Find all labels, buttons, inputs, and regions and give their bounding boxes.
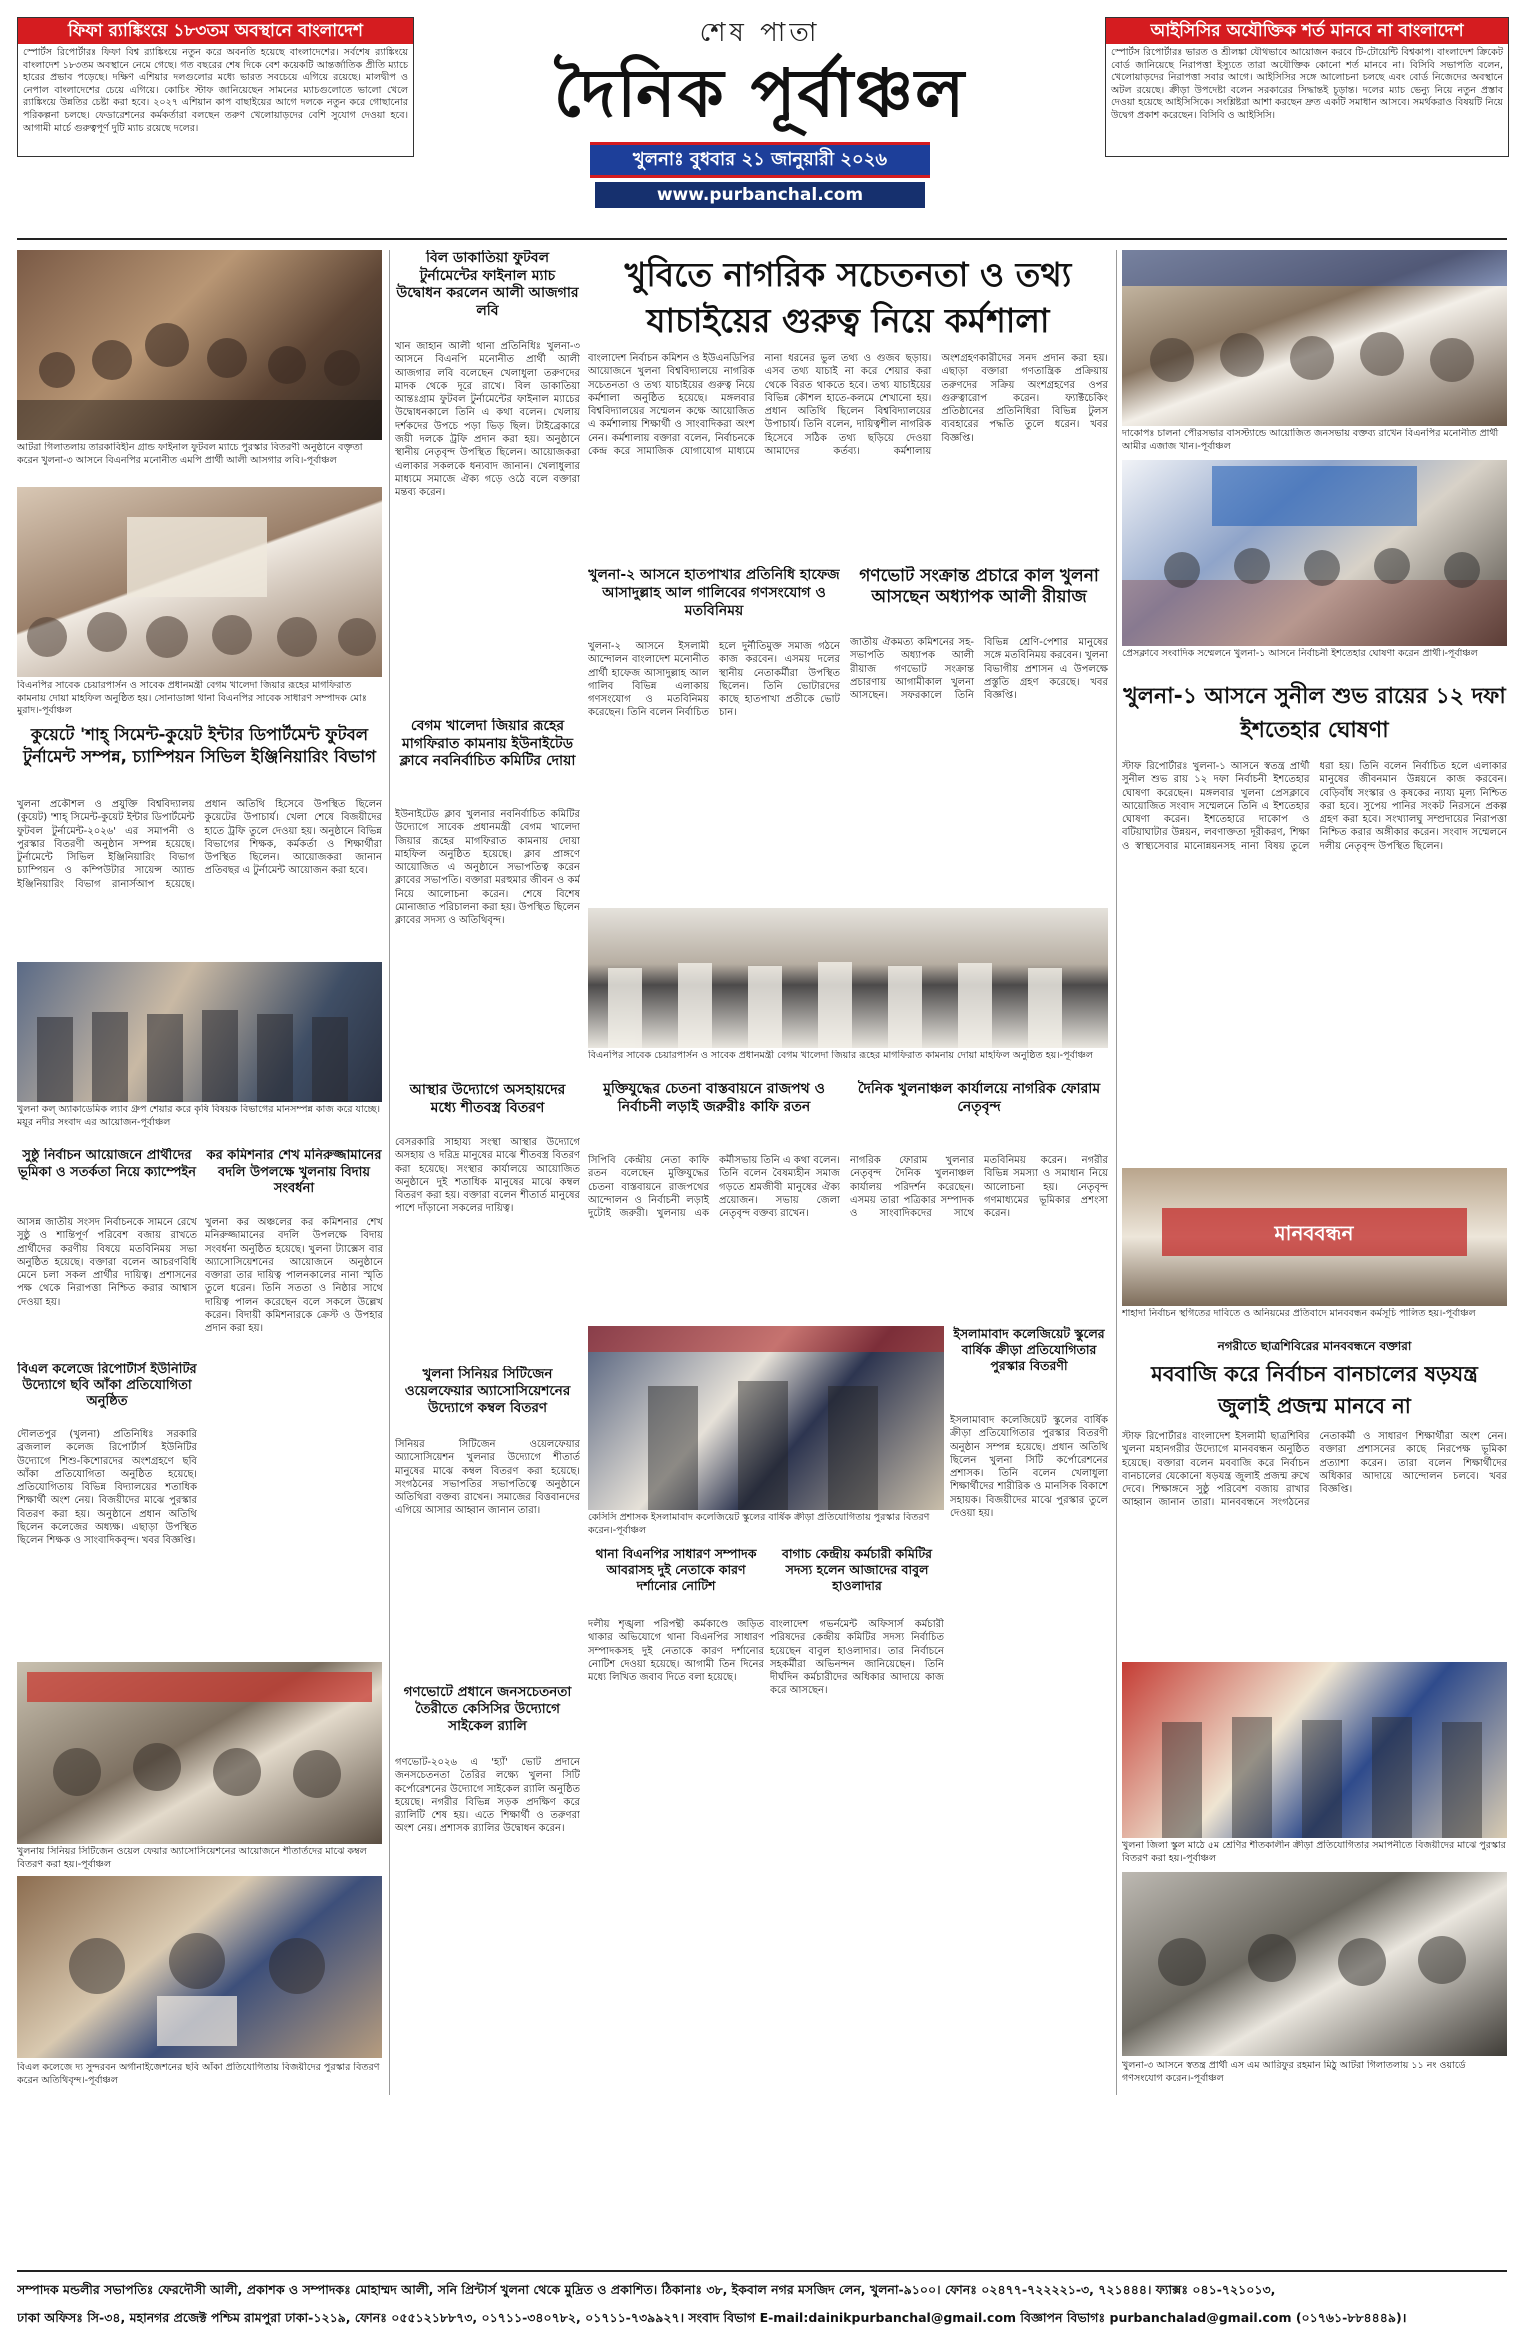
headline-mobbaji: মববাজি করে নির্বাচন বানচালের ষড়যন্ত্র জুলাই প্রজন্ম মানবে না xyxy=(1151,1362,1478,1418)
body-kcc-cycle-rally: গণভোট-২০২৬ এ 'হ্যাঁ' ভোট প্রদানে জনসচেতনতা তৈরির লক্ষ্যে খুলনা সিটি কর্পোরেশনের উদ্যোগে সাইকেল র‍্যালি অনুষ্ঠিত হয়েছে। নগরীর বিভিন্ন সড়ক প্রদক্ষিণ করে র‍্যালিটি শেষ হয়। এতে শিক্ষার্থী ও তরুণরা অংশ নেয়। প্রশাসক র‍্যালির উদ্বোধন করেন। xyxy=(395,1757,580,1835)
body-ali-riaz: জাতীয় ঐকমত্য কমিশনের সহ-সভাপতি অধ্যাপক আলী রীয়াজ গণভোট সংক্রান্ত প্রচারণায় আগামীকাল খুলনা আসছেন। সফরকালে তিনি বিভিন্ন শ্রেণি-পেশার মানুষের সঙ্গে মতবিনিময় করবেন। খুলনা বিভাগীয় প্রশাসন এ উপলক্ষে প্রস্তুতি গ্রহণ করেছে। খবর বিজ্ঞপ্তি। xyxy=(850,637,1108,702)
photo-football-final xyxy=(17,250,382,440)
top-left-headline: ফিফা র‍্যাঙ্কিংয়ে ১৮৩তম অবস্থানে বাংলাদেশ xyxy=(18,18,413,44)
photo-stage-illustration xyxy=(1122,250,1507,426)
caption-center-1: বিএনপির সাবেক চেয়ারপার্সন ও সাবেক প্রধানমন্ত্রী বেগম খালেদা জিয়ার রূহের মাগফিরাত কামনায় দোয়া মাহফিল অনুষ্ঠিত হয়।-পূর্বাঞ্চল xyxy=(588,1050,1093,1061)
body-election-fair: আসন্ন জাতীয় সংসদ নির্বাচনকে সামনে রেখে সুষ্ঠু ও শান্তিপূর্ণ পরিবেশ বজায় রাখতে প্রার্থীদের করণীয় বিষয়ে মতবিনিময় সভা অনুষ্ঠিত হয়েছে। বক্তারা বলেন আচরণবিধি মেনে চলা সকল প্রার্থীর দায়িত্ব। প্রশাসনের পক্ষ থেকে নিরাপত্তা নিশ্চিত করার আশ্বাস দেওয়া হয়। xyxy=(17,1217,197,1308)
lead-body: বাংলাদেশ নির্বাচন কমিশন ও ইউএনডিপির আয়োজনে খুলনা বিশ্ববিদ্যালয়ে নাগরিক সচেতনতা ও তথ্য যাচাইয়ের গুরুত্ব নিয়ে কর্মশালা অনুষ্ঠিত হয়েছে। মঙ্গলবার বিশ্ববিদ্যালয়ের সম্মেলন কক্ষে আয়োজিত এ কর্মশালায় শিক্ষার্থী ও সাংবাদিকরা অংশ নেন। কর্মশালায় বক্তারা বলেন, নির্বাচনকে কেন্দ্র করে সামাজিক যোগাযোগ মাধ্যমে নানা ধরনের ভুল তথ্য ও গুজব ছড়ায়। এসব তথ্য যাচাই না করে শেয়ার করা থেকে বিরত থাকতে হবে। তথ্য যাচাইয়ের বিভিন্ন কৌশল হাতে-কলমে শেখানো হয়। প্রধান অতিথি ছিলেন বিশ্ববিদ্যালয়ের উপাচার্য। তিনি বলেন, দায়িত্বশীল নাগরিক হিসেবে সঠিক তথ্য ছড়িয়ে দেওয়া আমাদের কর্তব্য। কর্মশালায় অংশগ্রহণকারীদের সনদ প্রদান করা হয়। এছাড়া বক্তারা গণতান্ত্রিক প্রক্রিয়ায় তরুণদের সক্রিয় অংশগ্রহণের ওপর গুরুত্বারোপ করেন। ফ্যাক্টচেকিং প্রতিষ্ঠানের প্রতিনিধিরা বিভিন্ন টুলস ব্যবহারের পদ্ধতি তুলে ধরেন। খবর বিজ্ঞপ্তি। xyxy=(588,353,1108,458)
headline-tax-commissioner: কর কমিশনার শেখ মনিরুজ্জামানের বদলি উপলক্ষে খুলনায় বিদায় সংবর্ধনা xyxy=(206,1148,382,1196)
headline-hatpakha: খুলনা-২ আসনে হাতপাখার প্রতিনিধি হাফেজ আসাদুল্লাহ আল গালিবের গণসংযোগ ও মতবিনিময় xyxy=(588,567,840,619)
caption-col5-4: খুলনা জিলা স্কুল মাঠে ৫ম শ্রেণির শীতকালীন ক্রীড়া প্রতিযোগিতার সমাপনীতে বিজয়ীদের মাঝে পুরস্কার বিতরণ করা হয়।-পূর্বাঞ্চল xyxy=(1122,1840,1506,1864)
photo-group-illustration xyxy=(17,962,382,1102)
caption-col1-3: খুলনা কল্ অ্যাকাডেমিক ল্যাব গ্রুপ শেয়ার করে কৃষি বিষয়ক বিভাগের মানসম্পন্ন কাজ করে যাচ্ছে। ময়ূর নদীর সংবাদ এর আয়োজন-পূর্বাঞ্চল xyxy=(17,1104,380,1128)
photo-school-sports xyxy=(588,1326,944,1510)
headline-kuet-football: কুয়েটে 'শাহ্ সিমেন্ট-কুয়েট ইন্টার ডিপার্টমেন্ট ফুটবল টুর্নামেন্ট সম্পন্ন, চ্যাম্পিয়ন সিভিল ইঞ্জিনিয়ারিং বিভাগ xyxy=(23,725,376,766)
photo-center-doa xyxy=(588,908,1108,1048)
photo-art-competition xyxy=(17,1876,382,2058)
photo-press-conference xyxy=(1122,460,1507,646)
body-hatpakha: খুলনা-২ আসনে ইসলামী আন্দোলন বাংলাদেশ মনোনীত প্রার্থী হাফেজ আসাদুল্লাহ আল গালিব বিভিন্ন এলাকায় গণসংযোগ ও মতবিনিময় করেছেন। তিনি বলেন নির্বাচিত হলে দুর্নীতিমুক্ত সমাজ গঠনে কাজ করবেন। এসময় দলের স্থানীয় নেতাকর্মীরা উপস্থিত ছিলেন। তিনি ভোটারদের কাছে হাতপাখা প্রতীকে ভোট চান। xyxy=(588,641,840,719)
body-bil-dakatia: খান জাহান আলী থানা প্রতিনিধিঃ খুলনা-৩ আসনে বিএনপি মনোনীত প্রার্থী আলী আজগার লবি বলেছেন খেলাধুলা তরুণদের মাদক থেকে দূরে রাখে। বিল ডাকাতিয়া আন্তঃগ্রাম ফুটবল টুর্নামেন্টের ফাইনাল ম্যাচের উদ্বোধনকালে তিনি এ কথা বলেন। খেলায় দর্শকদের উপচে পড়া ভিড় ছিল। টাইব্রেকারে জয়ী দলকে ট্রফি প্রদান করা হয়। অনুষ্ঠানে স্থানীয় নেতৃবৃন্দ উপস্থিত ছিলেন। আয়োজকরা এলাকার সকলকে ধন্যবাদ জানান। খেলাধুলার মাধ্যমে সমাজে ঐক্য গড়ে ওঠে বলে বক্তারা মন্তব্য করেন। xyxy=(395,341,580,499)
photo-blanket-illustration xyxy=(17,1662,382,1844)
photo-students-illustration xyxy=(17,1876,382,2058)
caption-col1-2: বিএনপির সাবেক চেয়ারপার্সন ও সাবেক প্রধানমন্ত্রী বেগম খালেদা জিয়ার রূহের মাগফিরাত কামনায় দোয়া মাহফিল অনুষ্ঠিত হয়। সোনাডাঙ্গা থানা বিএনপির সাবেক সাধারণ সম্পাদক মোঃ মুরাদ।-পূর্বাঞ্চল xyxy=(17,680,367,716)
photo-banner-illustration xyxy=(1122,1168,1507,1306)
body-sunil-shubho: স্টাফ রিপোর্টারঃ খুলনা-১ আসনে স্বতন্ত্র প্রার্থী সুনীল শুভ রায় ১২ দফা নির্বাচনী ইশতেহার ঘোষণা করেছেন। মঙ্গলবার খুলনা প্রেসক্লাবে আয়োজিত সংবাদ সম্মেলনে তিনি এ ইশতেহার ঘোষণা করেন। ইশতেহারে দাকোপ ও বটিয়াঘাটার উন্নয়ন, লবণাক্ততা দূরীকরণ, শিক্ষা ও স্বাস্থ্যসেবার মানোন্নয়নসহ নানা বিষয় তুলে ধরা হয়। তিনি বলেন নির্বাচিত হলে এলাকার মানুষের জীবনমান উন্নয়নে কাজ করবেন। বেড়িবাঁধ সংস্কার ও কৃষকের ন্যায্য মূল্য নিশ্চিত করা হবে। সুপেয় পানির সংকট নিরসনে প্রকল্প গ্রহণ করা হবে। সংখ্যালঘু সম্প্রদায়ের নিরাপত্তা নিশ্চিত করার অঙ্গীকার করেন। সংবাদ সম্মেলনে দলীয় নেতৃবৃন্দ উপস্থিত ছিলেন। xyxy=(1122,761,1507,852)
body-mobbaji: স্টাফ রিপোর্টারঃ বাংলাদেশ ইসলামী ছাত্রশিবির খুলনা মহানগরীর উদ্যোগে মানববন্ধন অনুষ্ঠিত হয়েছে। বক্তারা বলেন মববাজি করে নির্বাচন বানচালের যেকোনো ষড়যন্ত্র জুলাই প্রজন্ম রুখে দেবে। শিক্ষাঙ্গনে সুষ্ঠু পরিবেশ বজায় রাখার আহ্বান জানান তারা। মানববন্ধনে সংগঠনের নেতাকর্মী ও সাধারণ শিক্ষার্থীরা অংশ নেন। বক্তারা প্রশাসনের কাছে নিরপেক্ষ ভূমিকা প্রত্যাশা করেন। তারা বলেন শিক্ষার্থীদের অধিকার আদায়ে আন্দোলন চলবে। খবর বিজ্ঞপ্তি। xyxy=(1122,1431,1507,1509)
body-kafi-ratan: সিপিবি কেন্দ্রীয় নেতা কাফি রতন বলেছেন মুক্তিযুদ্ধের চেতনা বাস্তবায়নে রাজপথের আন্দোলন ও নির্বাচনী লড়াই দুটোই জরুরী। খুলনায় এক কর্মীসভায় তিনি এ কথা বলেন। তিনি বলেন বৈষম্যহীন সমাজ গড়তে শ্রমজীবী মানুষের ঐক্য প্রয়োজন। সভায় জেলা নেতৃবৃন্দ বক্তব্য রাখেন। xyxy=(588,1155,840,1220)
section-title: শেষ পাতা xyxy=(699,18,821,48)
body-thana-bnp: দলীয় শৃঙ্খলা পরিপন্থী কর্মকাণ্ডে জড়িত থাকার অভিযোগে থানা বিএনপির সাধারণ সম্পাদকসহ দুই নেতাকে কারণ দর্শানোর নোটিশ দেওয়া হয়েছে। আগামী তিন দিনের মধ্যে লিখিত জবাব দিতে বলা হয়েছে। xyxy=(588,1619,764,1684)
photo-zilla-school-sports xyxy=(1122,1662,1507,1838)
masthead xyxy=(425,12,1095,232)
column-divider xyxy=(1116,250,1117,2095)
dateline: খুলনাঃ বুধবার ২১ জানুয়ারী ২০২৬ xyxy=(590,142,930,178)
photo-prayer-illustration xyxy=(588,908,1108,1048)
caption-col5-2: প্রেসক্লাবে সংবাদিক সম্মেলনে খুলনা-১ আসনে নির্বাচনী ইশতেহার ঘোষণা করেন প্রার্থী।-পূর্বাঞ্চল xyxy=(1122,648,1478,659)
body-tax-commissioner: খুলনা কর অঞ্চলের কর কমিশনার শেখ মনিরুজ্জামানের বদলি উপলক্ষে বিদায় সংবর্ধনা অনুষ্ঠিত হয়েছে। খুলনা ট্যাক্সেস বার অ্যাসোসিয়েশনের আয়োজনে অনুষ্ঠানে বক্তারা তার দায়িত্ব পালনকালের নানা স্মৃতি তুলে ধরেন। তিনি সততা ও নিষ্ঠার সাথে দায়িত্ব পালন করেছেন বলে সকলে উল্লেখ করেন। বিদায়ী কমিশনারকে ক্রেস্ট ও উপহার প্রদান করা হয়। xyxy=(205,1217,383,1335)
photo-press-illustration xyxy=(1122,460,1507,646)
photo-crowd-illustration xyxy=(17,250,382,440)
lead-headline: খুবিতে নাগরিক সচেতনতা ও তথ্য যাচাইয়ের গুরুত্ব নিয়ে কর্মশালা xyxy=(624,255,1072,340)
top-left-news xyxy=(17,17,414,157)
headline-united-club: বেগম খালেদা জিয়ার রূহের মাগফিরাত কামনায় ইউনাইটেড ক্লাবে নবনির্বাচিত কমিটির দোয়া xyxy=(399,718,576,769)
kicker-shibir: নগরীতে ছাত্রশিবিরের মানববন্ধনে বক্তারা xyxy=(1217,1339,1412,1353)
body-bl-college: দৌলতপুর (খুলনা) প্রতিনিধিঃ সরকারি ব্রজলাল কলেজ রিপোর্টার্স ইউনিটির উদ্যোগে শিশু-কিশোরদের অংশগ্রহণে ছবি আঁকা প্রতিযোগিতা অনুষ্ঠিত হয়েছে। প্রতিযোগিতায় বিভিন্ন বিদ্যালয়ের শতাধিক শিক্ষার্থী অংশ নেয়। বিজয়ীদের মাঝে পুরস্কার বিতরণ করা হয়। অনুষ্ঠানে প্রধান অতিথি ছিলেন কলেজের অধ্যক্ষ। এছাড়া উপস্থিত ছিলেন শিক্ষক ও সাংবাদিকবৃন্দ। খবর বিজ্ঞপ্তি। xyxy=(17,1429,197,1547)
body-bagach: বাংলাদেশ গভর্নমেন্ট অফিসার্স কর্মচারী পরিষদের কেন্দ্রীয় কমিটির সদস্য নির্বাচিত হয়েছেন বাবুল হাওলাদার। তার নির্বাচনে সহকর্মীরা অভিনন্দন জানিয়েছেন। তিনি দীর্ঘদিন কর্মচারীদের অধিকার আদায়ে কাজ করে আসছেন। xyxy=(770,1619,944,1697)
top-left-body: স্পোর্টস রিপোর্টারঃ ফিফা বিশ্ব র‍্যাঙ্কিংয়ে নতুন করে অবনতি হয়েছে বাংলাদেশের। সর্বশেষ র‍্যাঙ্কিংয়ে বাংলাদেশ ১৮৩তম অবস্থানে নেমে গেছে। গত বছরের শেষ দিকে বেশ কয়েকটি আন্তর্জাতিক প্রীতি ম্যাচে হারের প্রভাব পড়েছে। দক্ষিণ এশিয়ার দলগুলোর মধ্যে ভারত সবচেয়ে এগিয়ে রয়েছে। মালদ্বীপ ও নেপাল বাংলাদেশের চেয়ে এগিয়ে। কোচিং স্টাফ জানিয়েছেন সামনের ম্যাচগুলোতে ভালো খেলে র‍্যাঙ্কিংয়ে উন্নতির চেষ্টা করা হবে। ২০২৭ এশিয়ান কাপ বাছাইয়ের আগে দলকে নতুন করে গোছানোর পরিকল্পনা চলছে। ফেডারেশনের কর্মকর্তারা বলছেন তরুণ খেলোয়াড়দের বেশি সুযোগ দেওয়া হবে। আগামী মার্চে গুরুত্বপূর্ণ দুটি ম্যাচ রয়েছে দলের। xyxy=(23,47,408,134)
photo-blanket-distribution xyxy=(17,1662,382,1844)
svg-text:মানববন্ধন: মানববন্ধন xyxy=(1274,1221,1354,1245)
photo-sports-illustration xyxy=(1122,1662,1507,1838)
caption-col1-5: বিএল কলেজে দ্য সুন্দরবন অর্গানাইজেশনের ছবি আঁকা প্রতিযোগিতায় বিজয়ীদের পুরস্কার বিতরণ করেন অতিথিবৃন্দ।-পূর্বাঞ্চল xyxy=(17,2062,380,2086)
photo-dakop-rally xyxy=(1122,250,1507,426)
headline-thana-bnp: থানা বিএনপির সাধারণ সম্পাদক আবরাসহ দুই নেতাকে কারণ দর্শানোর নোটিশ xyxy=(595,1546,757,1593)
body-islamabad-school: ইসলামাবাদ কলেজিয়েট স্কুলের বার্ষিক ক্রীড়া প্রতিযোগিতার পুরস্কার বিতরণী অনুষ্ঠান সম্পন্ন হয়েছে। প্রধান অতিথি ছিলেন খুলনা সিটি কর্পোরেশনের প্রশাসক। তিনি বলেন খেলাধুলা শিক্ষার্থীদের শারীরিক ও মানসিক বিকাশে সহায়ক। বিজয়ীদের মাঝে পুরস্কার তুলে দেওয়া হয়। xyxy=(950,1415,1108,1520)
body-united-club: ইউনাইটেড ক্লাব খুলনার নবনির্বাচিত কমিটির উদ্যোগে সাবেক প্রধানমন্ত্রী বেগম খালেদা জিয়ার রূহের মাগফিরাত কামনায় দোয়া মাহফিল অনুষ্ঠিত হয়েছে। ক্লাব প্রাঙ্গণে আয়োজিত এ অনুষ্ঠানে সভাপতিত্ব করেন ক্লাবের সভাপতি। বক্তারা মরহুমার জীবন ও কর্ম নিয়ে আলোচনা করেন। শেষে বিশেষ মোনাজাত পরিচালনা করা হয়। উপস্থিত ছিলেন ক্লাবের সদস্য ও অতিথিবৃন্দ। xyxy=(395,809,580,927)
column-divider xyxy=(389,250,390,2095)
caption-center-2: কেসিসি প্রশাসক ইসলামাবাদ কলেজিয়েট স্কুলের বার্ষিক ক্রীড়া প্রতিযোগিতায় পুরস্কার বিতরণ করেন।-পূর্বাঞ্চল xyxy=(588,1512,930,1536)
headline-bagach: বাগাচ কেন্দ্রীয় কর্মচারী কমিটির সদস্য হলেন আজাদের বাবুল হাওলাদার xyxy=(781,1546,933,1593)
top-right-headline: আইসিসির অযৌক্তিক শর্ত মানবে না বাংলাদেশ xyxy=(1106,18,1508,44)
photo-human-chain xyxy=(1122,1168,1507,1306)
headline-ali-riaz: গণভোট সংক্রান্ত প্রচারে কাল খুলনা আসছেন অধ্যাপক আলী রীয়াজ xyxy=(859,566,1099,607)
top-right-body: স্পোর্টস রিপোর্টারঃ ভারত ও শ্রীলঙ্কা যৌথভাবে আয়োজন করবে টি-টোয়েন্টি বিশ্বকাপ। বাংলাদেশ ক্রিকেট বোর্ড জানিয়েছে নিরাপত্তা ইস্যুতে তারা অযৌক্তিক কোনো শর্ত মানবে না। বিসিবি সভাপতি বলেন, খেলোয়াড়দের নিরাপত্তা সবার আগে। আইসিসির সঙ্গে আলোচনা চলছে এবং বোর্ড নিজেদের অবস্থানে অটল রয়েছে। ক্রীড়া উপদেষ্টা বলেন সরকারের সিদ্ধান্তই চূড়ান্ত। দলের ম্যাচ ভেন্যু নিয়ে নতুন প্রস্তাব দেওয়া হয়েছে আইসিসিকে। সংশ্লিষ্টরা আশা করছেন দ্রুত একটি সমাধান আসবে। সমর্থকরাও বিষয়টি নিয়ে উদ্বেগ প্রকাশ করেছেন। বিসিবি ও আইসিসি। xyxy=(1111,47,1503,121)
body-senior-citizen: সিনিয়র সিটিজেন ওয়েলফেয়ার অ্যাসোসিয়েশন খুলনার উদ্যোগে শীতার্ত মানুষের মাঝে কম্বল বিতরণ করা হয়েছে। সংগঠনের সভাপতির সভাপতিত্বে অনুষ্ঠানে অতিথিরা বক্তব্য রাখেন। সমাজের বিত্তবানদের এগিয়ে আসার আহ্বান জানান তারা। xyxy=(395,1439,580,1517)
footer-rule xyxy=(17,2270,1507,2272)
photo-meeting-illustration xyxy=(17,487,382,677)
imprint-line-2: ঢাকা অফিসঃ সি-৩৪, মহানগর প্রজেক্ট পশ্চিম রামপুরা ঢাকা-১২১৯, ফোনঃ ০৫৫১২১৮৮৭৩, ০১৭১১-৩৪০৭৮২, ০১৭১১-৭৩৯৯২৭। সংবাদ বিভাগ E-mail:dainikpurbanchal@gmail.com বিজ্ঞাপন বিভাগঃ purbanchalad@gmail.com (০১৭৬১-৮৮৪৪৪৯)। xyxy=(17,2310,1407,2325)
photo-prize-giving xyxy=(17,962,382,1102)
body-astha: বেসরকারি সাহায্য সংস্থা আস্থার উদ্যোগে অসহায় ও দরিদ্র মানুষের মাঝে শীতবস্ত্র বিতরণ করা হয়েছে। সংস্থার কার্যালয়ে আয়োজিত অনুষ্ঠানে দুই শতাধিক মানুষের মাঝে কম্বল বিতরণ করা হয়। বক্তারা বলেন শীতার্ত মানুষের পাশে দাঁড়ানো সকলের দায়িত্ব। xyxy=(395,1137,580,1215)
body-kuet-football: খুলনা প্রকৌশল ও প্রযুক্তি বিশ্ববিদ্যালয় (কুয়েট) 'শাহ্ সিমেন্ট-কুয়েট ইন্টার ডিপার্টমেন্ট ফুটবল টুর্নামেন্ট-২০২৬' এর সমাপনী ও পুরস্কার বিতরণী অনুষ্ঠান সম্পন্ন হয়েছে। টুর্নামেন্টে সিভিল ইঞ্জিনিয়ারিং বিভাগ চ্যাম্পিয়ন ও কম্পিউটার সায়েন্স অ্যান্ড ইঞ্জিনিয়ারিং বিভাগ রানার্সআপ হয়েছে। প্রধান অতিথি হিসেবে উপস্থিত ছিলেন কুয়েটের উপাচার্য। খেলা শেষে বিজয়ীদের হাতে ট্রফি তুলে দেওয়া হয়। অনুষ্ঠানে বিভিন্ন বিভাগের শিক্ষক, কর্মকর্তা ও শিক্ষার্থীরা উপস্থিত ছিলেন। আয়োজকরা জানান প্রতিবছর এ টুর্নামেন্ট আয়োজন করা হবে। xyxy=(17,799,382,890)
top-right-news xyxy=(1105,17,1509,157)
body-citizen-forum: নাগরিক ফোরাম খুলনার নেতৃবৃন্দ দৈনিক খুলনাঞ্চল কার্যালয় পরিদর্শন করেছেন। এসময় তারা পত্রিকার সম্পাদক ও সাংবাদিকদের সাথে মতবিনিময় করেন। নগরীর বিভিন্ন সমস্যা ও সমাধান নিয়ে আলোচনা হয়। নেতৃবৃন্দ গণমাধ্যমের ভূমিকার প্রশংসা করেন। xyxy=(850,1155,1108,1220)
headline-bl-college: বিএল কলেজে রিপোর্টার্স ইউনিটির উদ্যোগে ছবি আঁকা প্রতিযোগিতা অনুষ্ঠিত xyxy=(17,1362,197,1409)
caption-col1-4: খুলনায় সিনিয়র সিটিজেন ওয়েল ফেয়ার অ্যাসোসিয়েশনের আয়োজনে শীতার্তদের মাঝে কম্বল বিতরণ করা হয়।-পূর্বাঞ্চল xyxy=(17,1846,367,1870)
caption-col1-1: আটরা গিলাতলায় তারকাবিহীন গ্রান্ড ফাইনাল ফুটবল ম্যাচে পুরস্কার বিতরণী অনুষ্ঠানে বক্তৃতা করেন খুলনা-৩ আসনে বিএনপির মনোনীত এমপি প্রার্থী আলী আসগার লবি।-পূর্বাঞ্চল xyxy=(17,442,363,466)
headline-kcc-cycle-rally: গণভোটে প্রধানে জনসচেতনতা তৈরীতে কেসিসির উদ্যোগে সাইকেল র‍্যালি xyxy=(403,1684,572,1734)
headline-bil-dakatia: বিল ডাকাতিয়া ফুটবল টুর্নামেন্টের ফাইনাল ম্যাচ উদ্বোধন করলেন আলী আজগার লবি xyxy=(396,250,579,319)
imprint-line-1: সম্পাদক মন্ডলীর সভাপতিঃ ফেরদৌসী আলী, প্রকাশক ও সম্পাদকঃ মোহাম্মদ আলী, সনি প্রিন্টার্স খুলনা থেকে মুদ্রিত ও প্রকাশিত। ঠিকানাঃ ৩৮, ইকবাল নগর মসজিদ লেন, খুলনা-৯১০০। ফোনঃ ০২৪৭৭-৭২২২২১-৩, ৭২১৪৪৪। ফ্যাক্সঃ ০৪১-৭২১০১৩, xyxy=(17,2282,1276,2297)
newspaper-title: দৈনিক পূর্বাঞ্চল xyxy=(553,54,967,132)
masthead-rule xyxy=(17,238,1507,240)
photo-campaign xyxy=(1122,1872,1507,2056)
caption-col5-3: শাহাদা নির্বাচন স্থগিতের দাবিতে ও অনিয়মের প্রতিবাদে মানববন্ধন কর্মসূচি পালিত হয়।-পূর্বাঞ্চল xyxy=(1122,1308,1476,1319)
headline-sunil-shubho: খুলনা-১ আসনে সুনীল শুভ রায়ের ১২ দফা ইশতেহার ঘোষণা xyxy=(1123,684,1506,743)
caption-col5-1: দাকোপঃ চালনা পৌরসভার বাসস্ট্যান্ডে আয়োজিত জনসভায় বক্তব্য রাখেন বিএনপির মনোনীত প্রার্থী আমীর এজাজ খান।-পূর্বাঞ্চল xyxy=(1122,428,1499,452)
headline-senior-citizen: খুলনা সিনিয়র সিটিজেন ওয়েলফেয়ার অ্যাসোসিয়েশনের উদ্যোগে কম্বল বিতরণ xyxy=(404,1366,571,1416)
caption-col5-5: খুলনা-৩ আসনে স্বতন্ত্র প্রার্থী এস এম আরিফুর রহমান মিঠু আটরা গিলাতলায় ১১ নং ওয়ার্ডে গণসংযোগ করেন।-পূর্বাঞ্চল xyxy=(1122,2060,1466,2084)
website-url[interactable]: www.purbanchal.com xyxy=(595,182,925,208)
headline-citizen-forum: দৈনিক খুলনাঞ্চল কার্যালয়ে নাগরিক ফোরাম নেতৃবৃন্দ xyxy=(857,1081,1101,1115)
photo-doa-mahfil xyxy=(17,487,382,677)
headline-election-fair: সুষ্ঠু নির্বাচন আয়োজনে প্রার্থীদের ভূমিকা ও সতর্কতা নিয়ে ক্যাম্পেইন xyxy=(18,1148,196,1180)
photo-crowd-street-illustration xyxy=(1122,1872,1507,2056)
headline-islamabad-school: ইসলামাবাদ কলেজিয়েট স্কুলের বার্ষিক ক্রীড়া প্রতিযোগিতার পুরস্কার বিতরণী xyxy=(953,1326,1105,1373)
photo-award-illustration xyxy=(588,1326,944,1510)
headline-kafi-ratan: মুক্তিযুদ্ধের চেতনা বাস্তবায়নে রাজপথ ও নির্বাচনী লড়াই জরুরীঃ কাফি রতন xyxy=(603,1081,825,1115)
headline-astha: আস্থার উদ্যোগে অসহায়দের মধ্যে শীতবস্ত্র বিতরণ xyxy=(409,1082,566,1116)
